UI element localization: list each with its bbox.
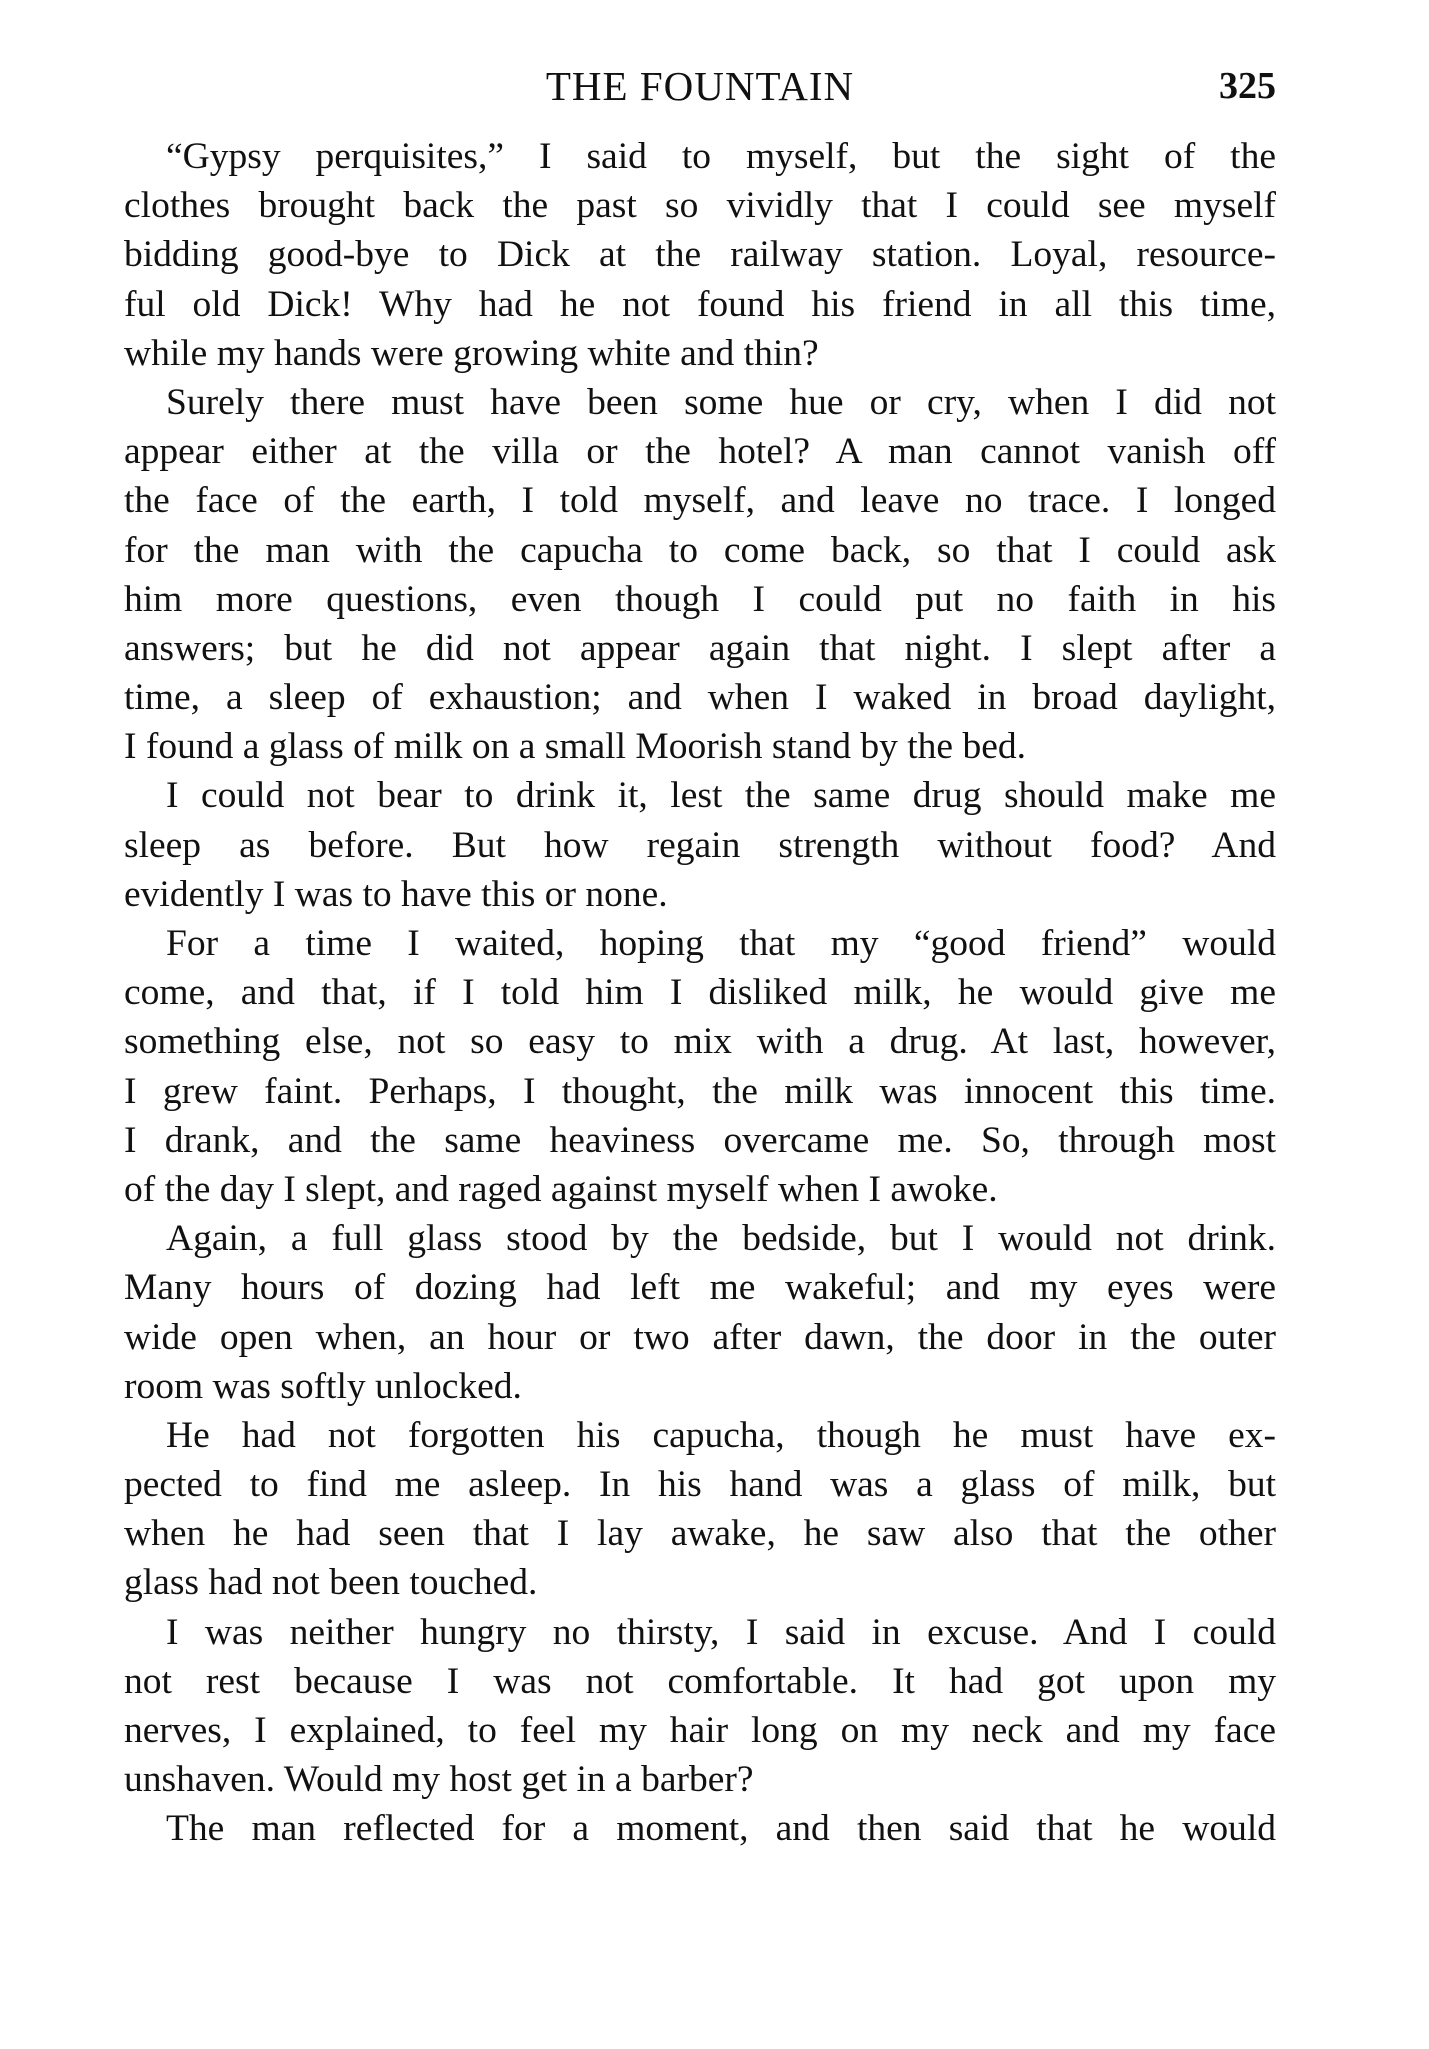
text-line: of the day I slept, and raged against myself when I awoke. [124,1168,998,1210]
text-line: wide open when, an hour or two after dawn, the door in the outer [124,1316,1276,1358]
text-line: not rest because I was not comfortable. It had got upon my [124,1660,1276,1702]
text-line: room was softly unlocked. [124,1365,522,1407]
text-line: the face of the earth, I told myself, and leave no trace. I longed [124,480,1276,522]
text-line: For a time I waited, hoping that my “good friend” would [166,923,1276,964]
text-line: I grew faint. Perhaps, I thought, the milk was innocent this time. [124,1070,1276,1112]
body-text [124,132,1276,1854]
text-line: I drank, and the same heaviness overcame me. So, through most [124,1119,1276,1161]
text-line: sleep as before. But how regain strength without food? And [124,824,1276,866]
running-head [124,58,1276,114]
text-line: nerves, I explained, to feel my hair long on my neck and my face [124,1710,1276,1751]
text-line: The man reflected for a moment, and then said that he would [166,1808,1276,1850]
text-line: glass had not been touched. [124,1562,538,1604]
text-line: evidently I was to have this or none. [124,873,668,915]
text-line: something else, not so easy to mix with a drug. At last, however, [124,1021,1276,1063]
text-line: while my hands were growing white and thin? [124,332,819,374]
text-line: I was neither hungry no thirsty, I said in excuse. And I could [166,1611,1276,1653]
text-line: He had not forgotten his capucha, though he must have ex- [166,1414,1276,1456]
text-line: when he had seen that I lay awake, he saw also that the other [124,1513,1276,1555]
text-line: Surely there must have been some hue or cry, when I did not [166,381,1276,423]
text-line: clothes brought back the past so vividly that I could see myself [124,185,1276,227]
text-line: him more questions, even though I could put no faith in his [124,578,1276,620]
text-line: “Gypsy perquisites,” I said to myself, but the sight of the [166,136,1276,177]
text-line: ful old Dick! Why had he not found his friend in all this time, [124,283,1276,325]
text-line: unshaven. Would my host get in a barber? [124,1759,754,1801]
text-line: Many hours of dozing had left me wakeful; and my eyes were [124,1267,1276,1309]
text-line: I found a glass of milk on a small Moorish stand by the bed. [124,726,1026,768]
text-line: pected to find me asleep. In his hand was a glass of milk, but [124,1464,1276,1506]
text-line: for the man with the capucha to come back, so that I could ask [124,529,1276,571]
running-title: THE FOUNTAIN [545,63,855,109]
text-line: answers; but he did not appear again that night. I slept after a [124,627,1276,669]
text-line: bidding good-bye to Dick at the railway station. Loyal, resource- [124,234,1276,276]
page-number: 325 [1219,65,1276,107]
text-line: appear either at the villa or the hotel? A man cannot vanish off [124,431,1276,473]
text-line: I could not bear to drink it, lest the same drug should make me [166,775,1276,817]
text-line: time, a sleep of exhaustion; and when I waked in broad daylight, [124,677,1276,719]
text-line: come, and that, if I told him I disliked milk, he would give me [124,972,1276,1014]
text-line: Again, a full glass stood by the bedside, but I would not drink. [166,1218,1276,1260]
